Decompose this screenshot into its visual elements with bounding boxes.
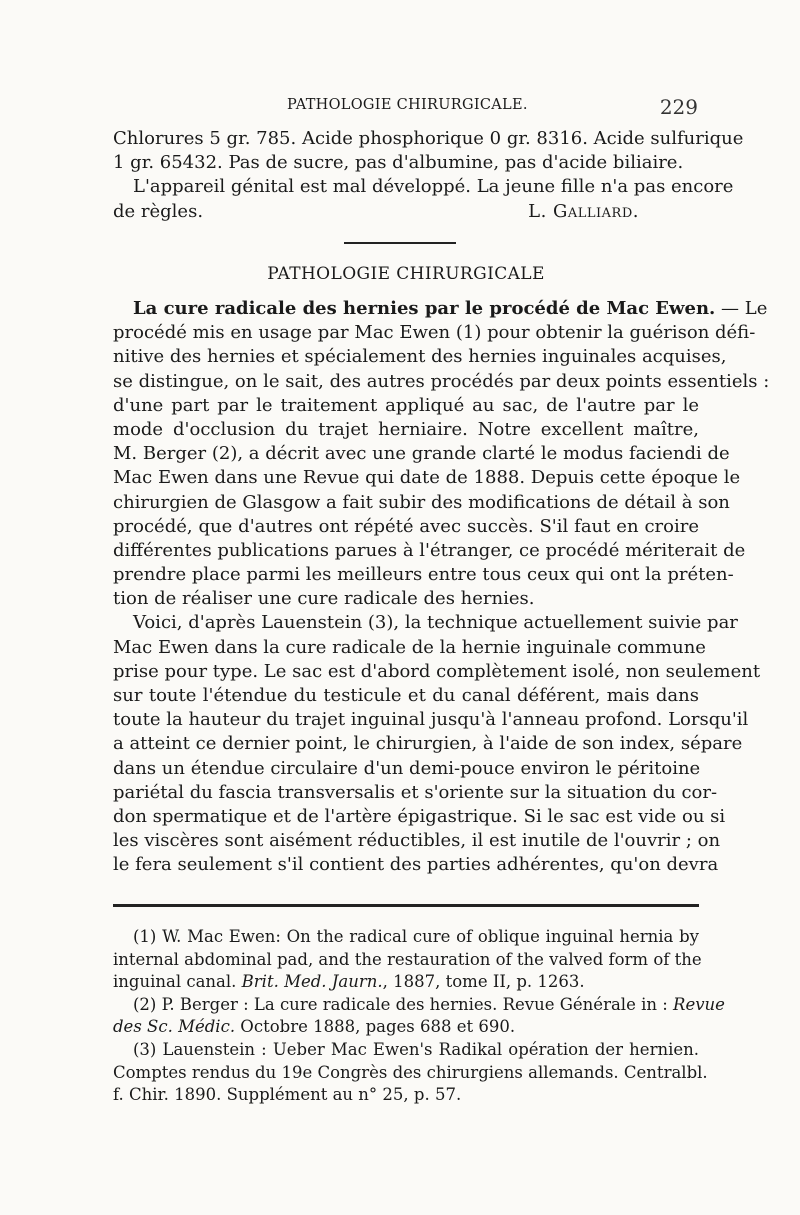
text-line: a atteint ce dernier point, le chirurgien, à l'aide de son index, sépare: [113, 733, 743, 755]
text-line: se distingue, on le sait, des autres procédés par deux points essentiels :: [113, 370, 770, 392]
footnote-3: (3) Lauenstein : Ueber Mac Ewen's Radikal opération der hernien.: [133, 1039, 699, 1059]
text-line: le fera seulement s'il contient des parties adhérentes, qu'on devra: [113, 854, 719, 876]
footnote-2: [113, 994, 725, 1017]
article-body: [113, 297, 770, 878]
previous-article-end: [113, 127, 744, 224]
text-line: procédé, que d'autres ont répété avec succès. S'il faut en croire: [113, 515, 699, 537]
text-line: les viscères sont aisément réductibles, il est inutile de l'ouvrir ; on: [113, 830, 721, 852]
text-line: toute la hauteur du trajet inguinal jusqu'à l'anneau profond. Lorsqu'il: [113, 709, 749, 731]
text-line: 1 gr. 65432. Pas de sucre, pas d'albumine, pas d'acide biliaire.: [113, 152, 684, 174]
signature-line: [113, 200, 699, 224]
author-signature: L. Galliard.: [528, 200, 639, 222]
text-line: don spermatique et de l'artère épigastrique. Si le sac est vide ou si: [113, 805, 726, 827]
text-line: pariétal du fascia transversalis et s'oriente sur la situation du cor-: [113, 781, 718, 803]
text-line: L'appareil génital est mal développé. La jeune fille n'a pas encore: [133, 176, 734, 198]
text-line: dans un étendue circulaire d'un demi-pouce environ le péritoine: [113, 757, 701, 779]
footnote-line: internal abdominal pad, and the restauration of the valved form of the: [113, 949, 702, 969]
page-number: 229: [659, 95, 698, 119]
footnote-line: Comptes rendus du 19e Congrès des chirurgiens allemands. Centralbl.: [113, 1062, 708, 1082]
text-fragment: — Le: [715, 298, 768, 319]
text-line: sur toute l'étendue du testicule et du canal déférent, mais dans: [113, 685, 699, 706]
text-line: tion de réaliser une cure radicale des hernies.: [113, 588, 535, 610]
text-line: chirurgien de Glasgow a fait subir des modifications de détail à son: [113, 491, 730, 513]
text-line: Chlorures 5 gr. 785. Acide phosphorique 0 gr. 8316. Acide sulfurique: [113, 128, 744, 149]
text-line: d'une part par le traitement appliqué au sac, de l'autre par le: [113, 394, 699, 416]
article-first-line: [113, 297, 768, 321]
text-line: prise pour type. Le sac est d'abord complètement isolé, non seulement: [113, 660, 761, 682]
text-fragment: Octobre 1888, pages 688 et 690.: [235, 1017, 516, 1037]
footnote-1: (1) W. Mac Ewen: On the radical cure of oblique inguinal hernia by: [133, 927, 699, 946]
section-heading: PATHOLOGIE CHIRURGICALE: [267, 264, 545, 284]
text-line: mode d'occlusion du trajet herniaire. Notre excellent maître,: [113, 418, 699, 440]
footnote-line: [113, 1016, 699, 1039]
text-line: nitive des hernies et spécialement des hernies inguinales acquises,: [113, 346, 727, 368]
running-title: PATHOLOGIE CHIRURGICALE.: [287, 97, 528, 113]
text-fragment: , 1887, tome II, p. 1263.: [382, 972, 585, 992]
footnotes: [113, 926, 725, 1107]
journal-title: Brit. Med. Jaurn.: [241, 972, 383, 992]
text-line: différentes publications parues à l'étranger, ce procédé mériterait de: [113, 539, 746, 561]
separator-rule: [344, 242, 456, 244]
text-fragment: inguinal canal.: [113, 972, 242, 992]
text-line: Mac Ewen dans une Revue qui date de 1888. Depuis cette époque le: [113, 467, 741, 489]
article-title: La cure radicale des hernies par le procédé de Mac Ewen.: [133, 298, 716, 319]
text-line: de règles.: [113, 200, 204, 222]
footnote-rule: [113, 904, 699, 907]
text-line: M. Berger (2), a décrit avec une grande clarté le modus faciendi de: [113, 443, 730, 465]
journal-title: des Sc. Médic.: [113, 1017, 236, 1037]
text-line: procédé mis en usage par Mac Ewen (1) pour obtenir la guérison défi-: [113, 322, 756, 344]
journal-title: Revue: [673, 994, 725, 1014]
running-header: [112, 95, 698, 119]
text-line: Mac Ewen dans la cure radicale de la hernie inguinale commune: [113, 636, 706, 658]
footnote-line: [113, 971, 699, 994]
footnote-line: f. Chir. 1890. Supplément au n° 25, p. 57.: [113, 1085, 462, 1105]
text-fragment: (2) P. Berger : La cure radicale des hernies. Revue Générale in :: [133, 994, 674, 1014]
text-line: prendre place parmi les meilleurs entre tous ceux qui ont la préten-: [113, 564, 734, 586]
text-line: Voici, d'après Lauenstein (3), la technique actuellement suivie par: [133, 612, 738, 634]
